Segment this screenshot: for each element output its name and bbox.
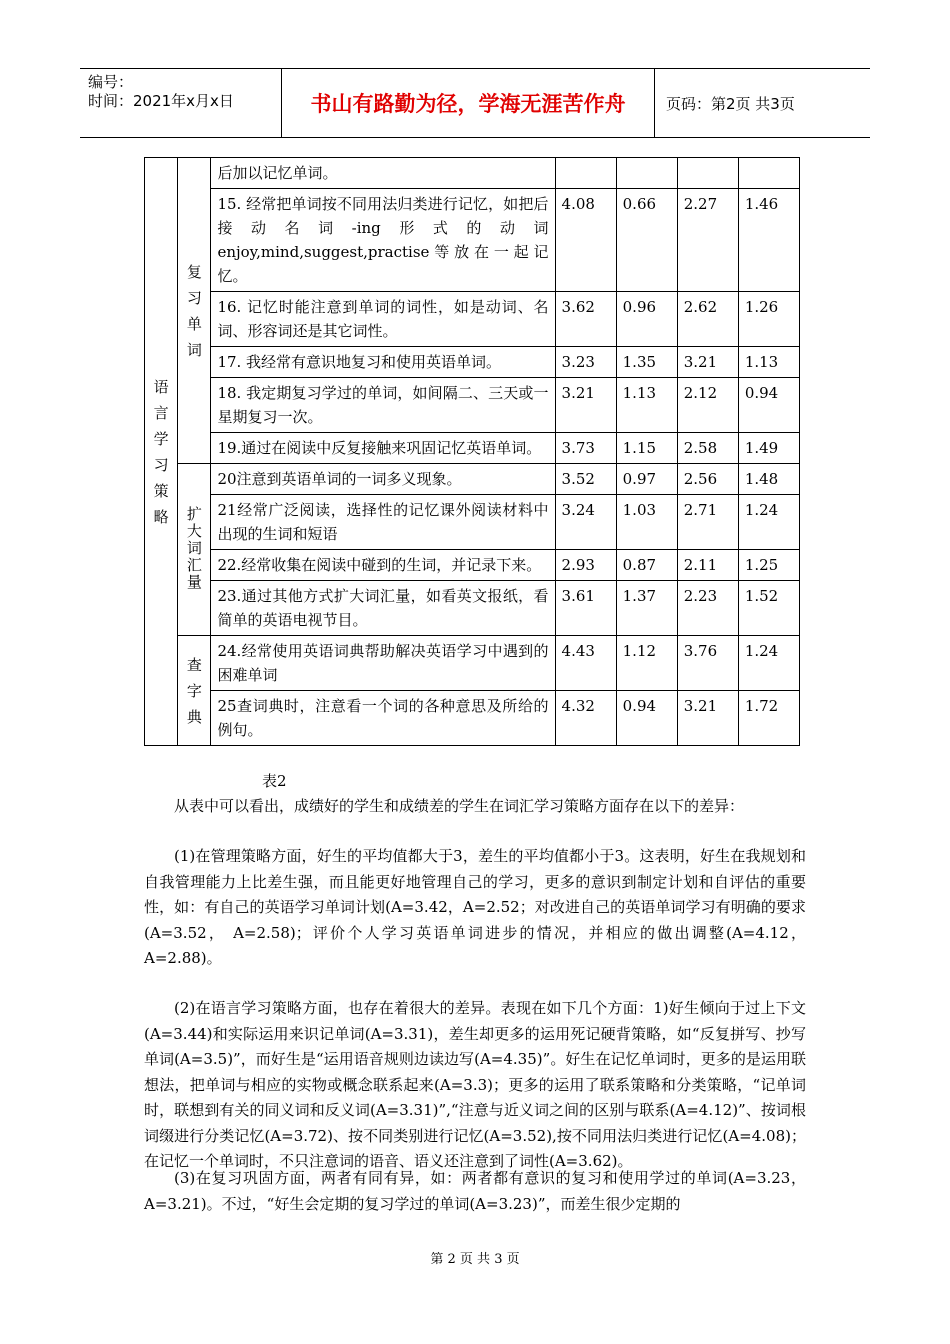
- value-cell: 1.13: [616, 378, 677, 433]
- value-cell: 1.13: [738, 347, 799, 378]
- value-cell: 1.72: [738, 691, 799, 746]
- group-cell: [178, 636, 211, 746]
- value-cell: 4.43: [555, 636, 616, 691]
- time-label: 时间：2021年x月x日: [88, 92, 234, 110]
- table-row: [145, 464, 800, 495]
- question-cell: 20注意到英语单词的一词多义现象。: [211, 464, 555, 495]
- value-cell: 0.94: [738, 378, 799, 433]
- page-header: [80, 68, 870, 138]
- value-cell: 2.93: [555, 550, 616, 581]
- question-cell: 24.经常使用英语词典帮助解决英语学习中遇到的困难单词: [211, 636, 555, 691]
- value-cell: 2.58: [677, 433, 738, 464]
- value-cell: [616, 158, 677, 189]
- value-cell: 3.76: [677, 636, 738, 691]
- value-cell: 3.52: [555, 464, 616, 495]
- group-cell: [178, 158, 211, 464]
- question-cell: 17. 我经常有意识地复习和使用英语单词。: [211, 347, 555, 378]
- value-cell: [738, 158, 799, 189]
- table-row: [145, 292, 800, 347]
- value-cell: 1.12: [616, 636, 677, 691]
- question-cell: 23.通过其他方式扩大词汇量，如看英文报纸，看简单的英语电视节目。: [211, 581, 555, 636]
- table-row: [145, 581, 800, 636]
- table-row: [145, 550, 800, 581]
- table-row: [145, 495, 800, 550]
- category-label: 语言学习策略: [153, 377, 169, 526]
- paragraph-intro: 从表中可以看出，成绩好的学生和成绩差的学生在词汇学习策略方面存在以下的差异：: [174, 797, 745, 815]
- table-caption: 表2: [262, 772, 287, 790]
- value-cell: 1.37: [616, 581, 677, 636]
- value-cell: 3.61: [555, 581, 616, 636]
- table-row: [145, 189, 800, 292]
- value-cell: 0.87: [616, 550, 677, 581]
- group-cell: [178, 464, 211, 636]
- table-row: [145, 691, 800, 746]
- value-cell: 1.35: [616, 347, 677, 378]
- group-label: 扩大词汇量: [186, 504, 202, 591]
- header-motto: 书山有路勤为径，学海无涯苦作舟: [282, 69, 655, 137]
- survey-table: [144, 157, 800, 746]
- question-cell: 15. 经常把单词按不同用法归类进行记忆，如把后接动名词-ing形式的动词enjoy,mind,suggest,practise等放在一起记忆。: [211, 189, 555, 292]
- table-row: [145, 347, 800, 378]
- paragraph-review: (3)在复习巩固方面，两者有同有异，如：两者都有意识的复习和使用学过的单词(A=3.23，A=3.21)。不过，“好生会定期的复习学过的单词(A=3.23)”，而差生很少定期的: [144, 1169, 806, 1213]
- question-cell: 后加以记忆单词。: [211, 158, 555, 189]
- paragraph-language-strategy: (2)在语言学习策略方面，也存在着很大的差异。表现在如下几个方面：1)好生倾向于过上下文(A=3.44)和实际运用来识记单词(A=3.31)，差生却更多的运用死记硬背策略，如“反复拼写、抄写单词(A=3.5)”，而好生是“运用语音规则边读边写(A=4.35)”。好生在记忆单词时，更多的是运用联想法，把单词与相应的实物或概念联系起来(A=3.3)；更多的运用了联系策略和分类策略，“记单词时，联想到有关的同义词和反义词(A=3.31)”,“注意与近义词之间的区别与联系(A=4.12)”、按词根词缀进行分类记忆(A=3.72)、按不同类别进行记忆(A=3.52),按不同用法归类进行记忆(A=4.08)；在记忆一个单词时，不只注意词的语音、语义还注意到了词性(A=3.62)。: [144, 999, 806, 1170]
- table-row: [145, 378, 800, 433]
- value-cell: 0.97: [616, 464, 677, 495]
- value-cell: [677, 158, 738, 189]
- value-cell: 3.21: [677, 691, 738, 746]
- value-cell: 0.96: [616, 292, 677, 347]
- header-page-info: 页码：第2页 共3页: [666, 94, 795, 113]
- value-cell: 3.21: [555, 378, 616, 433]
- value-cell: 1.24: [738, 636, 799, 691]
- value-cell: 1.03: [616, 495, 677, 550]
- table-row: [145, 433, 800, 464]
- category-cell: [145, 158, 178, 746]
- value-cell: 3.21: [677, 347, 738, 378]
- value-cell: 1.24: [738, 495, 799, 550]
- question-cell: 21经常广泛阅读，选择性的记忆课外阅读材料中出现的生词和短语: [211, 495, 555, 550]
- value-cell: 1.49: [738, 433, 799, 464]
- question-cell: 18. 我定期复习学过的单词，如间隔二、三天或一星期复习一次。: [211, 378, 555, 433]
- number-label: 编号：: [88, 73, 134, 91]
- value-cell: 2.71: [677, 495, 738, 550]
- value-cell: 2.62: [677, 292, 738, 347]
- value-cell: 1.25: [738, 550, 799, 581]
- value-cell: 2.12: [677, 378, 738, 433]
- value-cell: 3.73: [555, 433, 616, 464]
- table-row: [145, 636, 800, 691]
- question-cell: 25查词典时，注意看一个词的各种意思及所给的例句。: [211, 691, 555, 746]
- value-cell: [555, 158, 616, 189]
- value-cell: 3.24: [555, 495, 616, 550]
- value-cell: 3.62: [555, 292, 616, 347]
- value-cell: 3.23: [555, 347, 616, 378]
- value-cell: 1.26: [738, 292, 799, 347]
- question-cell: 16. 记忆时能注意到单词的词性，如是动词、名词、形容词还是其它词性。: [211, 292, 555, 347]
- value-cell: 2.56: [677, 464, 738, 495]
- question-cell: 19.通过在阅读中反复接触来巩固记忆英语单词。: [211, 433, 555, 464]
- value-cell: 4.08: [555, 189, 616, 292]
- value-cell: 0.94: [616, 691, 677, 746]
- value-cell: 2.27: [677, 189, 738, 292]
- table-row: [145, 158, 800, 189]
- question-cell: 22.经常收集在阅读中碰到的生词，并记录下来。: [211, 550, 555, 581]
- value-cell: 1.48: [738, 464, 799, 495]
- value-cell: 1.46: [738, 189, 799, 292]
- page-footer: 第 2 页 共 3 页: [430, 1252, 520, 1267]
- value-cell: 4.32: [555, 691, 616, 746]
- value-cell: 2.11: [677, 550, 738, 581]
- value-cell: 1.15: [616, 433, 677, 464]
- group-label: 复习单词: [186, 262, 202, 359]
- paragraph-management: (1)在管理策略方面，好生的平均值都大于3，差生的平均值都小于3。这表明，好生在我规划和自我管理能力上比差生强，而且能更好地管理自己的学习，更多的意识到制定计划和自评估的重要性，如：有自己的英语学习单词计划(A=3.42，A=2.52；对改进自己的英语单词学习有明确的要求(A=3.52， A=2.58)；评价个人学习英语单词进步的情况，并相应的做出调整(A=4.12，A=2.88)。: [144, 847, 806, 967]
- value-cell: 1.52: [738, 581, 799, 636]
- value-cell: 2.23: [677, 581, 738, 636]
- value-cell: 0.66: [616, 189, 677, 292]
- group-label: 查字典: [186, 655, 202, 726]
- header-meta: [80, 69, 282, 137]
